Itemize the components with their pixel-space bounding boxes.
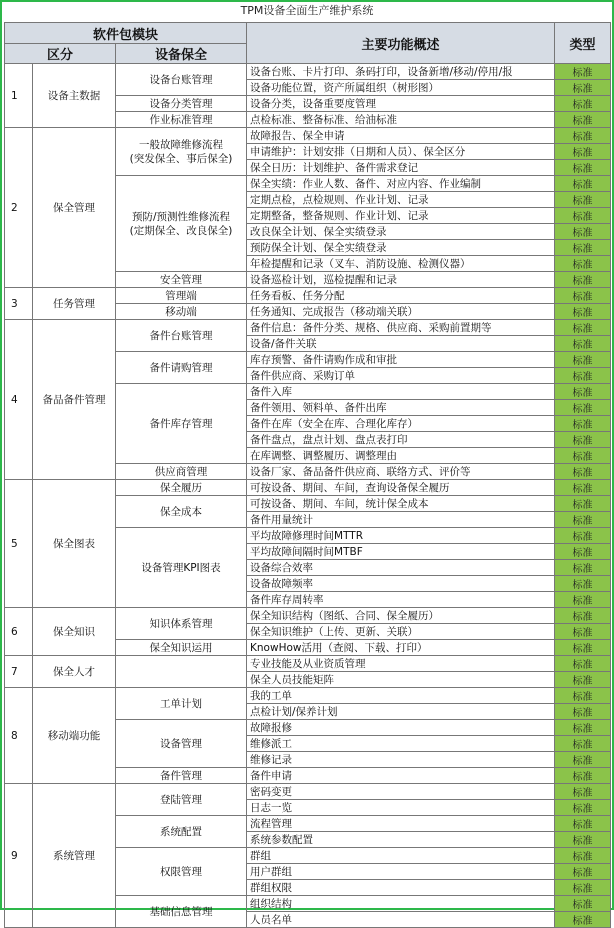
function-description: 设备功能位置，资产所属组织（树形图） — [247, 80, 555, 96]
function-description: 平均故障修理时间MTTR — [247, 528, 555, 544]
type-badge: 标准 — [555, 496, 611, 512]
function-description: 群组权限 — [247, 880, 555, 896]
function-description: 备件用量统计 — [247, 512, 555, 528]
function-description: 组织结构 — [247, 896, 555, 912]
submodule-name: 移动端 — [116, 304, 247, 320]
type-badge: 标准 — [555, 192, 611, 208]
header-row-1 — [5, 23, 611, 44]
type-badge: 标准 — [555, 512, 611, 528]
function-description: 设备综合效率 — [247, 560, 555, 576]
function-description: 任务通知、完成报告（移动端关联） — [247, 304, 555, 320]
type-badge: 标准 — [555, 528, 611, 544]
function-description: 我的工单 — [247, 688, 555, 704]
section-name: 备品备件管理 — [33, 320, 116, 480]
function-description: 密码变更 — [247, 784, 555, 800]
submodule-name: 供应商管理 — [116, 464, 247, 480]
function-description: 设备厂家、备品备件供应商、联络方式、评价等 — [247, 464, 555, 480]
type-badge: 标准 — [555, 160, 611, 176]
type-badge: 标准 — [555, 608, 611, 624]
type-badge: 标准 — [555, 560, 611, 576]
table-row — [5, 688, 611, 704]
submodule-name: 知识体系管理 — [116, 608, 247, 640]
table-row — [5, 288, 611, 304]
submodule-name — [116, 656, 247, 688]
type-badge: 标准 — [555, 688, 611, 704]
function-description: 设备故障频率 — [247, 576, 555, 592]
type-badge: 标准 — [555, 800, 611, 816]
type-badge: 标准 — [555, 592, 611, 608]
submodule-name: 权限管理 — [116, 848, 247, 896]
type-badge: 标准 — [555, 112, 611, 128]
type-badge: 标准 — [555, 416, 611, 432]
section-name: 保全知识 — [33, 608, 116, 656]
submodule-name: 安全管理 — [116, 272, 247, 288]
function-description: 人员名单 — [247, 912, 555, 928]
type-badge: 标准 — [555, 784, 611, 800]
type-badge: 标准 — [555, 208, 611, 224]
type-badge: 标准 — [555, 896, 611, 912]
header-module: 软件包模块 — [5, 23, 247, 44]
submodule-name: 基础信息管理 — [116, 896, 247, 928]
type-badge: 标准 — [555, 752, 611, 768]
header-submodule: 设备保全 — [116, 44, 247, 64]
type-badge: 标准 — [555, 464, 611, 480]
section-name: 保全人才 — [33, 656, 116, 688]
header-type: 类型 — [555, 23, 611, 64]
section-name: 保全管理 — [33, 128, 116, 288]
type-badge: 标准 — [555, 736, 611, 752]
function-description: 库存预警、备件请购作成和审批 — [247, 352, 555, 368]
submodule-name: 预防/预测性维修流程 (定期保全、改良保全) — [116, 176, 247, 272]
type-badge: 标准 — [555, 816, 611, 832]
submodule-name: 一般故障维修流程 (突发保全、事后保全) — [116, 128, 247, 176]
section-name: 任务管理 — [33, 288, 116, 320]
section-number: 3 — [5, 288, 33, 320]
table-row — [5, 128, 611, 144]
function-description: 备件在库（安全在库、合理化库存） — [247, 416, 555, 432]
function-description: 点检计划/保养计划 — [247, 704, 555, 720]
section-number: 1 — [5, 64, 33, 128]
function-description: 群组 — [247, 848, 555, 864]
type-badge: 标准 — [555, 656, 611, 672]
submodule-name: 设备管理 — [116, 720, 247, 768]
function-description: 备件信息：备件分类、规格、供应商、采购前置期等 — [247, 320, 555, 336]
type-badge: 标准 — [555, 624, 611, 640]
function-description: 备件申请 — [247, 768, 555, 784]
submodule-name: 管理端 — [116, 288, 247, 304]
function-description: 备件领用、领料单、备件出库 — [247, 400, 555, 416]
section-number: 2 — [5, 128, 33, 288]
type-badge: 标准 — [555, 224, 611, 240]
section-name: 移动端功能 — [33, 688, 116, 784]
function-description: 故障报修 — [247, 720, 555, 736]
type-badge: 标准 — [555, 368, 611, 384]
table-row — [5, 480, 611, 496]
type-badge: 标准 — [555, 256, 611, 272]
submodule-name: 系统配置 — [116, 816, 247, 848]
submodule-name: 备件请购管理 — [116, 352, 247, 384]
type-badge: 标准 — [555, 288, 611, 304]
function-description: 定期整备，整备规则、作业计划、记录 — [247, 208, 555, 224]
section-number: 4 — [5, 320, 33, 480]
section-name: 系统管理 — [33, 784, 116, 928]
submodule-name: 作业标准管理 — [116, 112, 247, 128]
function-description: 保全日历：计划维护、备件需求登记 — [247, 160, 555, 176]
function-description: 流程管理 — [247, 816, 555, 832]
header-area: 区分 — [5, 44, 116, 64]
type-badge: 标准 — [555, 304, 611, 320]
function-description: 备件供应商、采购订单 — [247, 368, 555, 384]
type-badge: 标准 — [555, 400, 611, 416]
section-number: 7 — [5, 656, 33, 688]
type-badge: 标准 — [555, 352, 611, 368]
function-table — [4, 22, 611, 928]
section-name: 保全图表 — [33, 480, 116, 608]
submodule-name: 保全履历 — [116, 480, 247, 496]
type-badge: 标准 — [555, 912, 611, 928]
type-badge: 标准 — [555, 320, 611, 336]
submodule-name: 保全成本 — [116, 496, 247, 528]
section-number: 5 — [5, 480, 33, 608]
function-description: 可按设备、期间、车间，统计保全成本 — [247, 496, 555, 512]
function-description: 保全知识结构（图纸、合同、保全履历） — [247, 608, 555, 624]
submodule-name: 设备管理KPI图表 — [116, 528, 247, 608]
table-row — [5, 608, 611, 624]
function-description: 保全人员技能矩阵 — [247, 672, 555, 688]
table-row — [5, 320, 611, 336]
function-description: 申请维护：计划安排（日期和人员）、保全区分 — [247, 144, 555, 160]
type-badge: 标准 — [555, 128, 611, 144]
submodule-name: 备件管理 — [116, 768, 247, 784]
function-description: 定期点检，点检规则、作业计划、记录 — [247, 192, 555, 208]
function-description: 可按设备、期间、车间，查询设备保全履历 — [247, 480, 555, 496]
function-description: 在库调整、调整履历、调整理由 — [247, 448, 555, 464]
section-number: 6 — [5, 608, 33, 656]
function-description: 专业技能及从业资质管理 — [247, 656, 555, 672]
type-badge: 标准 — [555, 832, 611, 848]
function-description: 系统参数配置 — [247, 832, 555, 848]
function-description: KnowHow活用（查阅、下载、打印） — [247, 640, 555, 656]
function-description: 用户群组 — [247, 864, 555, 880]
type-badge: 标准 — [555, 240, 611, 256]
function-description: 维修派工 — [247, 736, 555, 752]
function-description: 设备/备件关联 — [247, 336, 555, 352]
function-description: 保全实绩：作业人数、备件、对应内容、作业编制 — [247, 176, 555, 192]
table-body — [5, 64, 611, 928]
table-row — [5, 784, 611, 800]
function-description: 设备台账、卡片打印、条码打印，设备新增/移动/停用/报 — [247, 64, 555, 80]
type-badge: 标准 — [555, 80, 611, 96]
type-badge: 标准 — [555, 704, 611, 720]
section-number: 8 — [5, 688, 33, 784]
type-badge: 标准 — [555, 864, 611, 880]
function-description: 设备巡检计划，巡检提醒和记录 — [247, 272, 555, 288]
function-description: 平均故障间隔时间MTBF — [247, 544, 555, 560]
page-title: TPM设备全面生产维护系统 — [240, 4, 374, 17]
submodule-name: 备件库存管理 — [116, 384, 247, 464]
type-badge: 标准 — [555, 272, 611, 288]
function-description: 故障报告、保全申请 — [247, 128, 555, 144]
section-number: 9 — [5, 784, 33, 928]
function-description: 维修记录 — [247, 752, 555, 768]
type-badge: 标准 — [555, 64, 611, 80]
table-row — [5, 64, 611, 80]
type-badge: 标准 — [555, 176, 611, 192]
header-desc: 主要功能概述 — [247, 23, 555, 64]
function-description: 改良保全计划、保全实绩登录 — [247, 224, 555, 240]
type-badge: 标准 — [555, 640, 611, 656]
function-description: 设备分类，设备重要度管理 — [247, 96, 555, 112]
submodule-name: 设备分类管理 — [116, 96, 247, 112]
function-description: 年检提醒和记录（叉车、消防设施、检测仪器） — [247, 256, 555, 272]
function-description: 任务看板、任务分配 — [247, 288, 555, 304]
submodule-name: 登陆管理 — [116, 784, 247, 816]
type-badge: 标准 — [555, 480, 611, 496]
function-description: 预防保全计划、保全实绩登录 — [247, 240, 555, 256]
type-badge: 标准 — [555, 848, 611, 864]
function-description: 备件库存周转率 — [247, 592, 555, 608]
function-description: 保全知识维护（上传、更新、关联） — [247, 624, 555, 640]
type-badge: 标准 — [555, 432, 611, 448]
type-badge: 标准 — [555, 96, 611, 112]
submodule-name: 工单计划 — [116, 688, 247, 720]
type-badge: 标准 — [555, 544, 611, 560]
table-row — [5, 656, 611, 672]
type-badge: 标准 — [555, 576, 611, 592]
type-badge: 标准 — [555, 768, 611, 784]
submodule-name: 设备台账管理 — [116, 64, 247, 96]
type-badge: 标准 — [555, 672, 611, 688]
function-description: 备件盘点，盘点计划、盘点表打印 — [247, 432, 555, 448]
submodule-name: 保全知识运用 — [116, 640, 247, 656]
function-description: 点检标准、整备标准、给油标准 — [247, 112, 555, 128]
type-badge: 标准 — [555, 448, 611, 464]
function-description: 备件入库 — [247, 384, 555, 400]
type-badge: 标准 — [555, 144, 611, 160]
section-name: 设备主数据 — [33, 64, 116, 128]
submodule-name: 备件台账管理 — [116, 320, 247, 352]
type-badge: 标准 — [555, 336, 611, 352]
type-badge: 标准 — [555, 880, 611, 896]
type-badge: 标准 — [555, 384, 611, 400]
function-description: 日志一览 — [247, 800, 555, 816]
type-badge: 标准 — [555, 720, 611, 736]
